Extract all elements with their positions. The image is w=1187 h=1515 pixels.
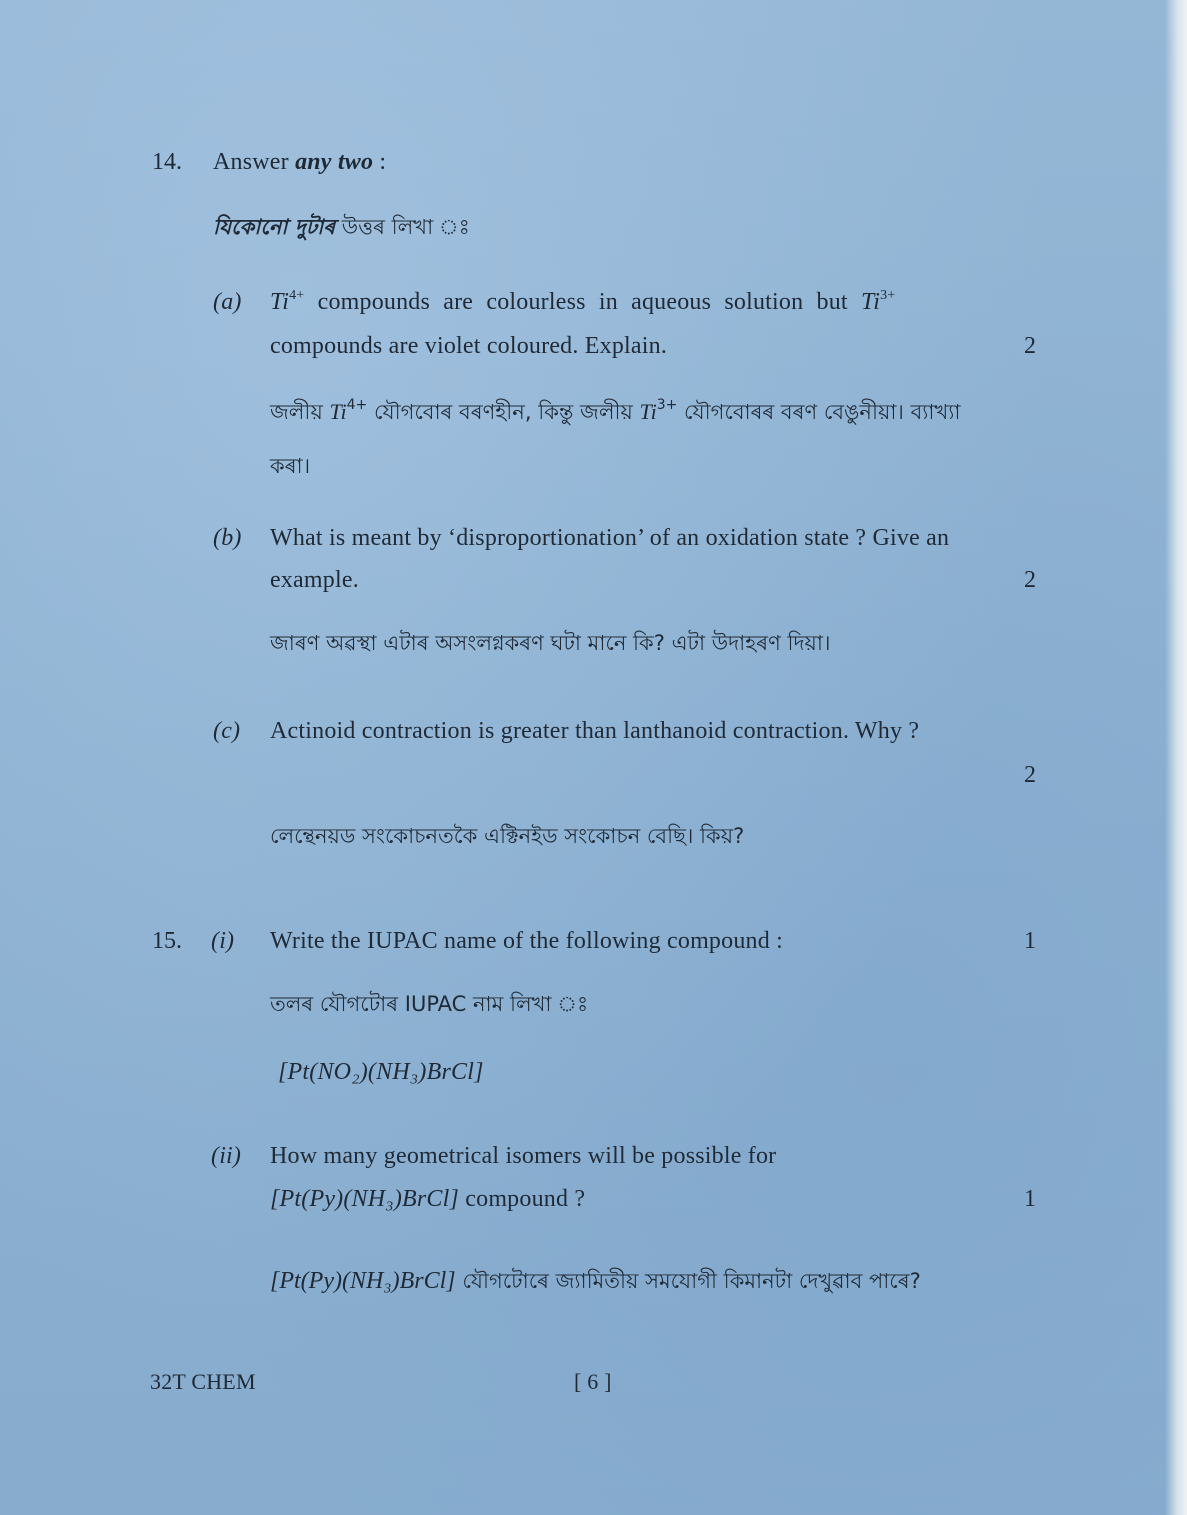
q15ii-en-suffix: compound ? — [459, 1186, 586, 1212]
q14a-en-line1 — [270, 289, 1040, 316]
q15i-bn: তলৰ যৌগটোৰ IUPAC নাম লিখা ঃ — [270, 992, 589, 1016]
q14a-en-mid: compounds are colourless in aqueous solution but — [304, 289, 861, 315]
q14-instruction-bn — [213, 211, 470, 246]
q15i-formula: [Pt(NO₂)(NH₃)BrCl] — [278, 1059, 484, 1085]
bn-ti-symbol: Ti — [329, 399, 347, 424]
q14b-en-line1: What is meant by ‘disproportionation’ of an oxidation state ? Give an — [270, 525, 950, 551]
q14-instruction-en — [213, 149, 386, 176]
ti-symbol: Ti — [270, 289, 290, 315]
q14c-marks: 2 — [1024, 762, 1036, 788]
q15ii-en-line2 — [270, 1186, 585, 1213]
ti-charge-4: 4+ — [289, 288, 305, 303]
q14b-marks: 2 — [1024, 567, 1036, 593]
q14c-bn: লেন্থেনয়ড সংকোচনতকৈ এক্টিনইড সংকোচন বেছি। কিয়? — [270, 824, 745, 848]
q14-instruction-bn-rest: উত্তৰ লিখা ঃ — [335, 215, 470, 239]
q15ii-label: (ii) — [211, 1143, 242, 1169]
q14-instruction-emph: any two — [295, 149, 374, 175]
q14-instruction-suffix: : — [373, 149, 387, 175]
bn-ti-charge-4: 4+ — [346, 397, 368, 413]
bn-ti-symbol-2: Ti — [639, 399, 657, 424]
footer-code: 32T CHEM — [150, 1369, 256, 1394]
q14c-label: (c) — [213, 718, 241, 744]
q15ii-bn — [270, 1265, 921, 1300]
ti-symbol-2: Ti — [860, 289, 881, 315]
q14a-marks: 2 — [1024, 333, 1036, 359]
q14a-bn-line2: কৰা। — [270, 454, 311, 478]
q14-number: 14. — [152, 149, 182, 175]
ti-charge-3: 3+ — [880, 288, 896, 303]
q14a-label: (a) — [213, 289, 242, 315]
q14-instruction-prefix: Answer — [213, 149, 296, 175]
q15i-marks: 1 — [1024, 928, 1036, 954]
q15ii-en-line1: How many geometrical isomers will be possible for — [270, 1143, 777, 1169]
q14a-bn-line1 — [270, 396, 960, 431]
q15ii-bn-formula: [Pt(Py)(NH₃)BrCl] — [270, 1268, 456, 1294]
q14b-en-line2: example. — [270, 567, 359, 593]
q15-number: 15. — [152, 928, 182, 954]
q15ii-bn-suffix: যৌগটোৰে জ্যামিতীয় সমযোগী কিমানটা দেখুৱাব পাৰে? — [455, 1269, 921, 1293]
footer-page-number: [ 6 ] — [574, 1369, 612, 1394]
q14b-bn: জাৰণ অৱস্থা এটাৰ অসংলগ্নকৰণ ঘটা মানে কি? এটা উদাহৰণ দিয়া। — [270, 631, 831, 655]
paper-edge — [1165, 0, 1187, 1515]
q14a-bn-part1: জলীয় — [270, 400, 330, 424]
bn-ti-charge-3: 3+ — [656, 397, 678, 413]
q14c-en: Actinoid contraction is greater than lanthanoid contraction. Why ? — [270, 718, 920, 744]
q14a-en-line2: compounds are violet coloured. Explain. — [270, 333, 668, 359]
q15ii-marks: 1 — [1024, 1186, 1036, 1212]
q14-instruction-bn-emph: যিকোনো দুটাৰ — [213, 215, 336, 239]
q14b-label: (b) — [213, 525, 242, 551]
q14a-bn-part2: যৌগবোৰ বৰণহীন, কিন্তু জলীয় — [367, 400, 640, 424]
q14a-bn-part3: যৌগবোৰৰ বৰণ বেঙুনীয়া। ব্যাখ্যা — [677, 400, 961, 424]
q15i-en: Write the IUPAC name of the following compound : — [270, 928, 784, 954]
q15ii-formula: [Pt(Py)(NH₃)BrCl] — [270, 1186, 460, 1212]
q15i-label: (i) — [211, 928, 235, 954]
